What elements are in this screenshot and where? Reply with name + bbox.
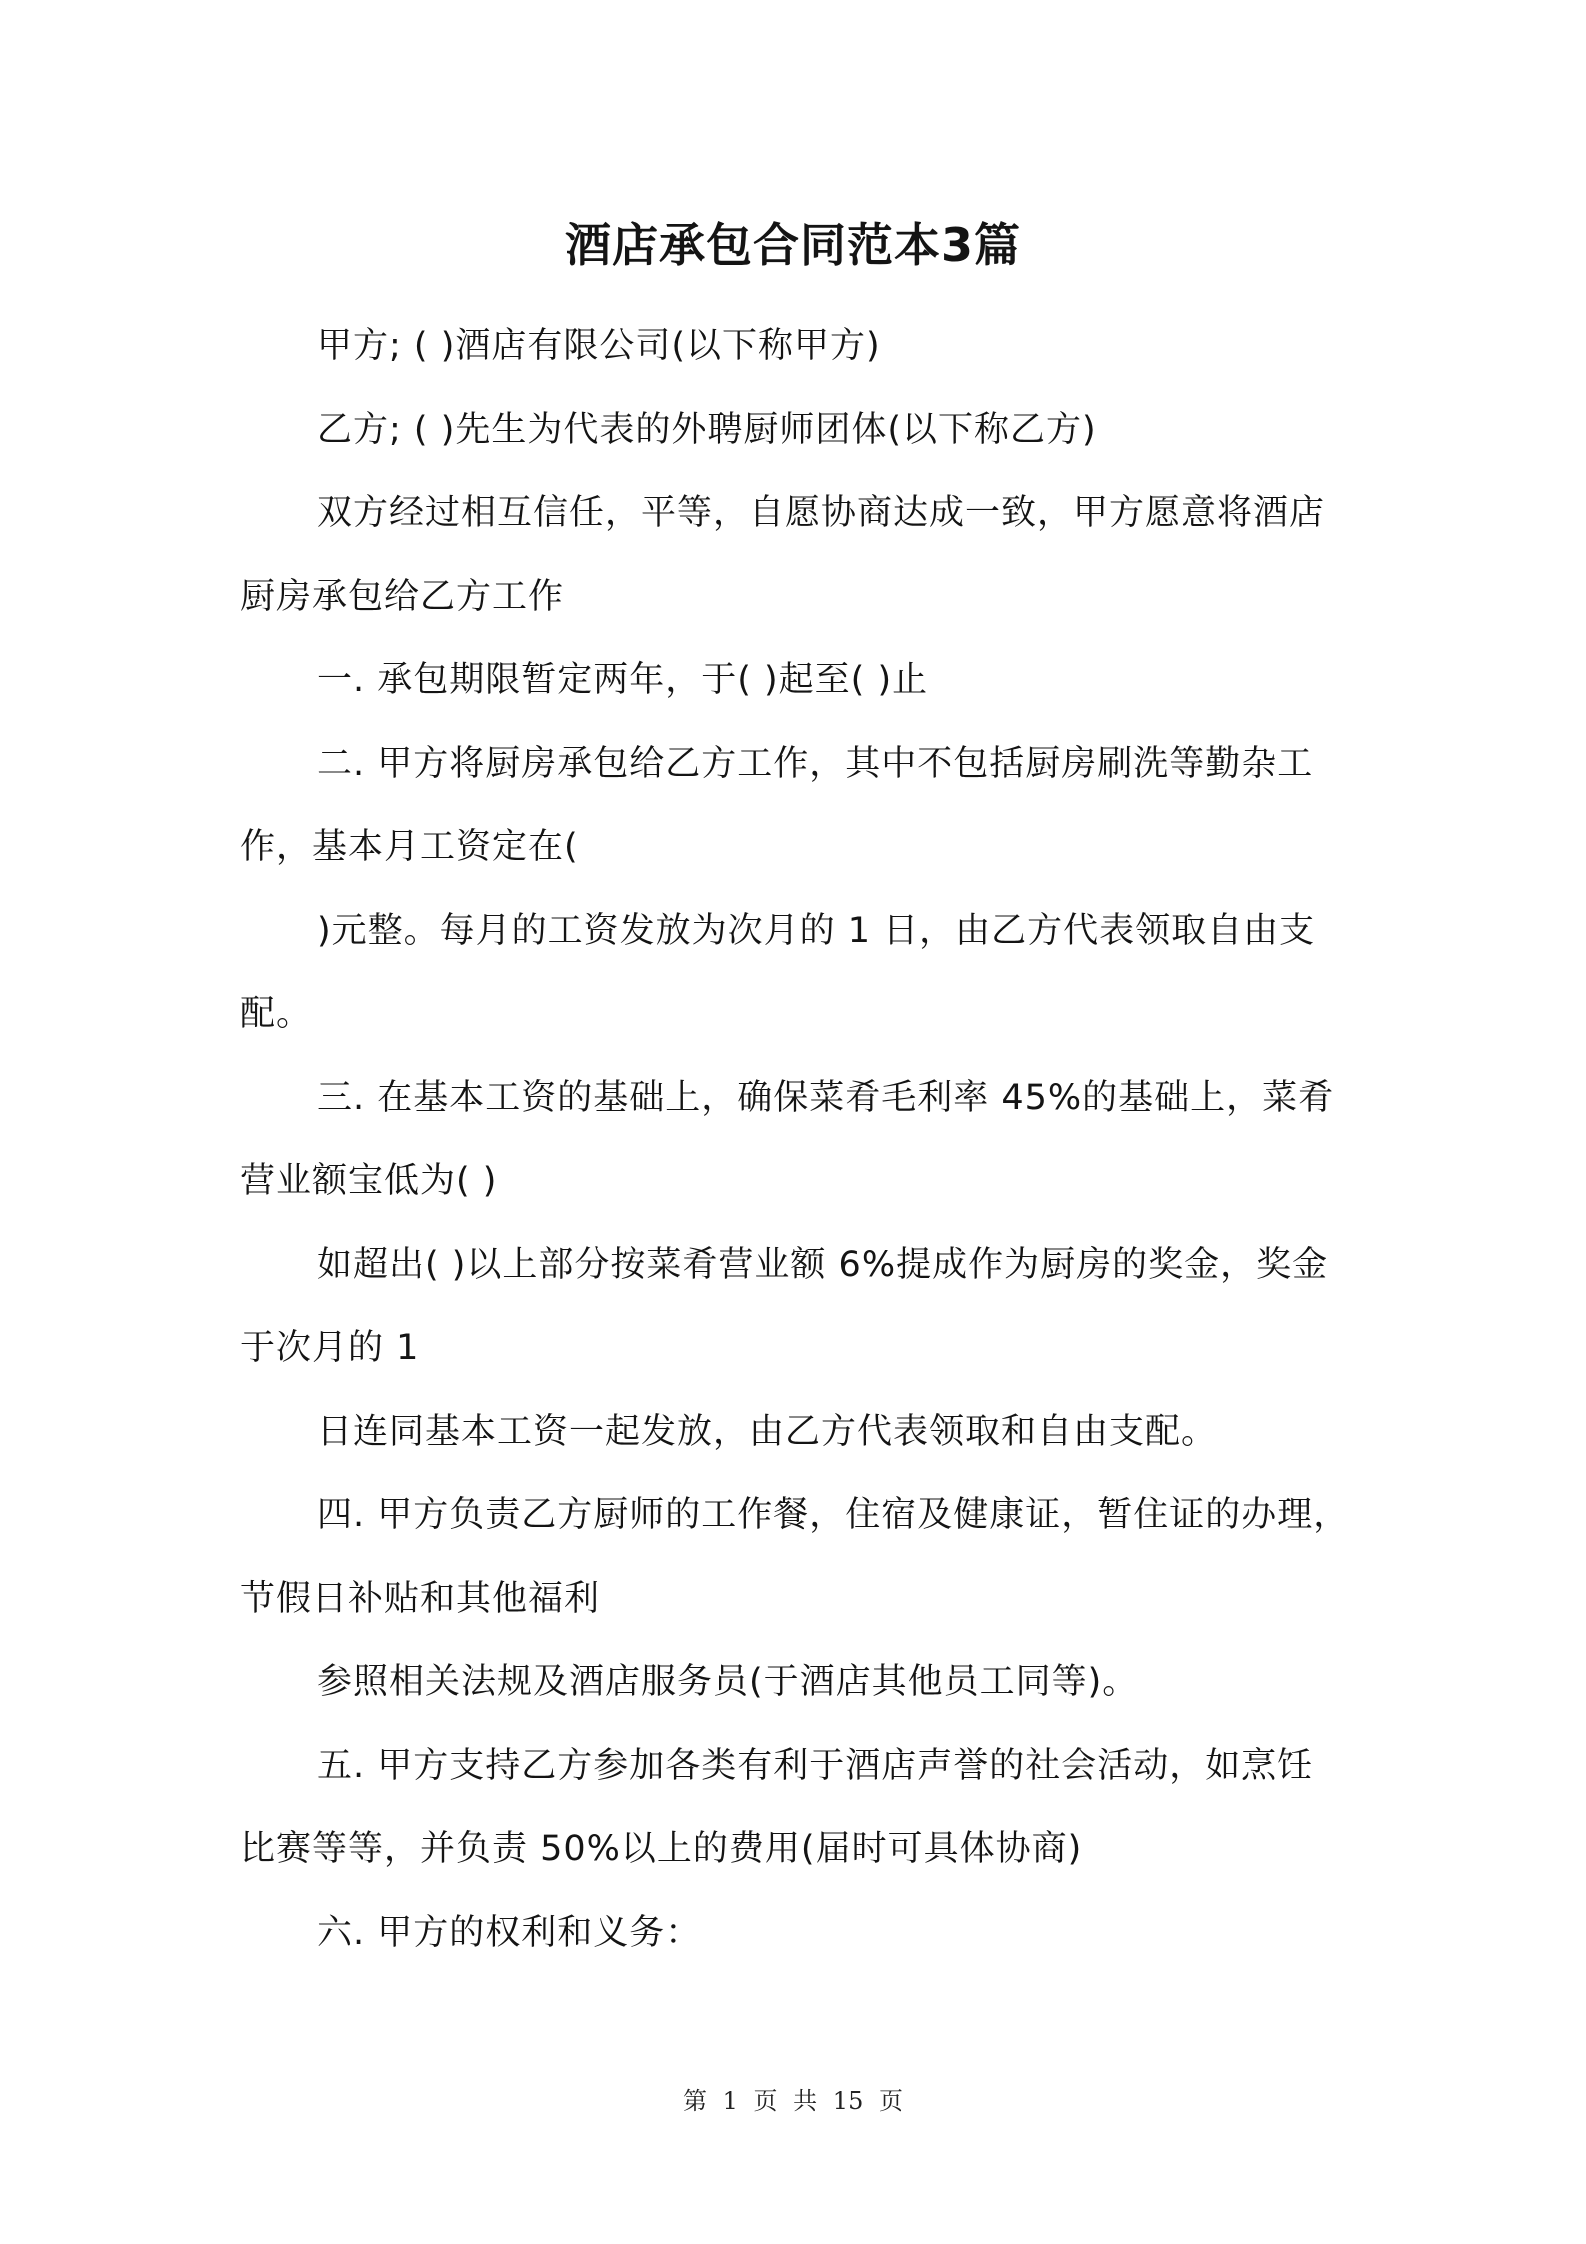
text-line: 参照相关法规及酒店服务员(于酒店其他员工同等)。 [317,1662,1139,1702]
text-line: 于次月的 1 [240,1328,420,1368]
text-line: 二. 甲方将厨房承包给乙方工作，其中不包括厨房刷洗等勤杂工 [317,743,1314,784]
text-line: )元整。每月的工资发放为次月的 1 日，由乙方代表领取自由支 [317,910,1316,951]
text-line: 五. 甲方支持乙方参加各类有利于酒店声誉的社会活动，如烹饪 [317,1745,1314,1786]
text-line: 四. 甲方负责乙方厨师的工作餐，住宿及健康证，暂住证的办理， [317,1495,1350,1535]
text-line: 厨房承包给乙方工作 [240,576,565,617]
text-line: 作，基本月工资定在( [240,827,579,867]
text-line: 一. 承包期限暂定两年，于( )起至( )止 [317,660,929,700]
text-line: 双方经过相互信任，平等，自愿协商达成一致，甲方愿意将酒店 [317,493,1326,533]
text-line: 营业额宝低为( ) [240,1161,498,1201]
text-line: 甲方; ( )酒店有限公司(以下称甲方) [317,326,881,366]
text-line: 配。 [240,994,313,1034]
text-line: 如超出( )以上部分按菜肴营业额 6%提成作为厨房的奖金，奖金 [317,1244,1329,1285]
text-line: 节假日补贴和其他福利 [240,1578,601,1619]
text-line: 日连同基本工资一起发放，由乙方代表领取和自由支配。 [317,1411,1218,1452]
text-line: 三. 在基本工资的基础上，确保菜肴毛利率 45%的基础上，菜肴 [317,1077,1335,1118]
text-line: 乙方; ( )先生为代表的外聘厨师团体(以下称乙方) [317,409,1097,450]
page-number-footer: 第 1 页 共 15 页 [683,2087,903,2115]
document-title: 酒店承包合同范本3篇 [564,218,1021,272]
text-line: 比赛等等，并负责 50%以上的费用(届时可具体协商) [240,1829,1083,1869]
text-line: 六. 甲方的权利和义务： [317,1912,702,1953]
